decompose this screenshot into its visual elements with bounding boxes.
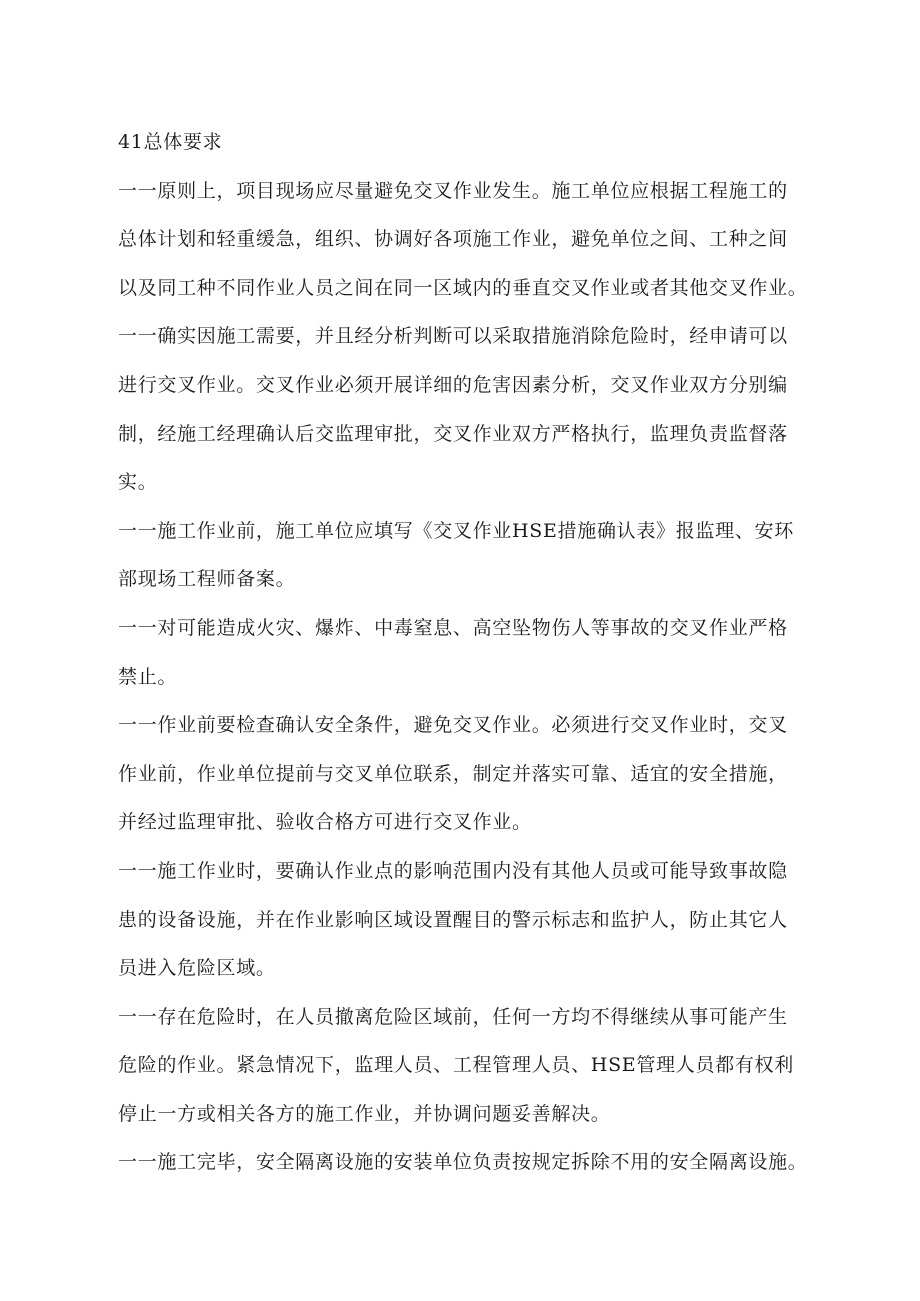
- paragraph-line: 禁止。: [118, 665, 178, 688]
- paragraph-line: 员进入危险区域。: [118, 957, 276, 980]
- paragraph-line: 作业前，作业单位提前与交叉单位联系，制定并落实可靠、适宜的安全措施，: [118, 762, 788, 785]
- paragraph-line: 实。: [118, 471, 158, 494]
- paragraph-line: 进行交叉作业。交叉作业必须开展详细的危害因素分析，交叉作业双方分别编: [118, 373, 788, 396]
- paragraph-line: 停止一方或相关各方的施工作业，并协调问题妥善解决。: [118, 1102, 611, 1125]
- paragraph-line: 一一施工完毕，安全隔离设施的安装单位负责按规定拆除不用的安全隔离设施。: [118, 1151, 808, 1174]
- paragraph-line: 一一作业前要检查确认安全条件，避免交叉作业。必须进行交叉作业时，交叉: [118, 714, 788, 737]
- paragraph-line: 部现场工程师备案。: [118, 568, 296, 591]
- paragraph-line: 一一原则上，项目现场应尽量避免交叉作业发生。施工单位应根据工程施工的: [118, 179, 788, 202]
- paragraph-line: 患的设备设施，并在作业影响区域设置醒目的警示标志和监护人，防止其它人: [118, 908, 788, 931]
- paragraph-line: 一一确实因施工需要，并且经分析判断可以采取措施消除危险时，经申请可以: [118, 325, 788, 348]
- paragraph-line: 一一对可能造成火灾、爆炸、中毒窒息、高空坠物伤人等事故的交叉作业严格: [118, 616, 788, 639]
- paragraph-line: 以及同工种不同作业人员之间在同一区域内的垂直交叉作业或者其他交叉作业。: [118, 276, 808, 299]
- paragraph-line: 一一存在危险时，在人员撤离危险区域前，任何一方均不得继续从事可能产生: [118, 1005, 788, 1028]
- paragraph-line: 一一施工作业时，要确认作业点的影响范围内没有其他人员或可能导致事故隐: [118, 859, 788, 882]
- paragraph-line: 制，经施工经理确认后交监理审批，交叉作业双方严格执行，监理负责监督落: [118, 422, 788, 445]
- paragraph-line: 总体计划和轻重缓急，组织、协调好各项施工作业，避免单位之间、工种之间: [118, 228, 788, 251]
- paragraph-line: 一一施工作业前，施工单位应填写《交叉作业HSE措施确认表》报监理、安环: [118, 519, 794, 542]
- document-body: [118, 118, 828, 1187]
- paragraph-line: 危险的作业。紧急情况下，监理人员、工程管理人员、HSE管理人员都有权利: [118, 1054, 794, 1077]
- section-heading: 41总体要求: [118, 131, 223, 153]
- paragraph-line: 并经过监理审批、验收合格方可进行交叉作业。: [118, 811, 532, 834]
